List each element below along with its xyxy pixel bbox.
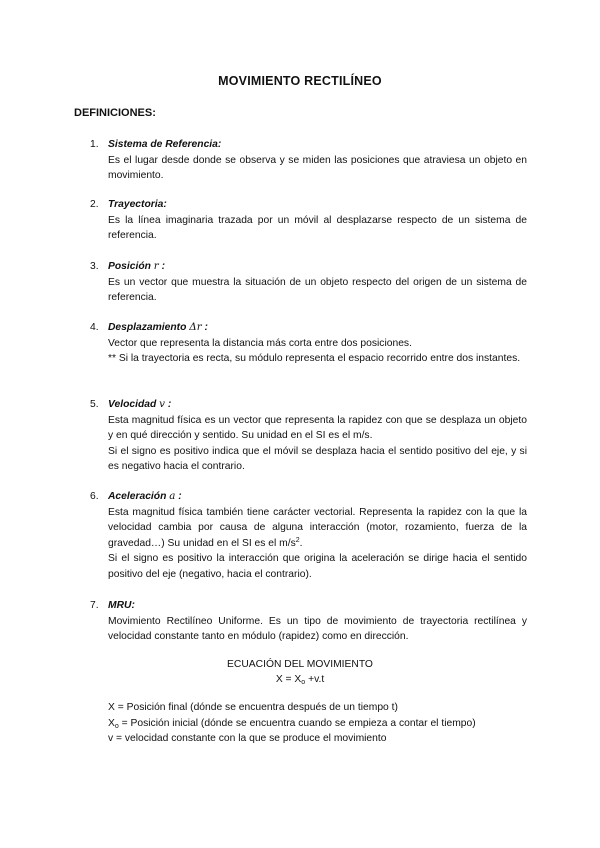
definition-item [90,320,527,367]
item-text: Vector que representa la distancia más corta entre dos posiciones. [108,337,412,349]
item-number: 6. [90,491,99,502]
definition-item [90,259,527,306]
item-number: 2. [90,199,99,210]
heading-colon: : [161,261,166,272]
section-heading: DEFINICIONES: [74,107,156,119]
item-number: 1. [90,139,99,150]
item-text-part: Esta magnitud física también tiene carácter vectorial. Representa la rapidez con la que la velocidad cambia por causa de alguna interacción (motor, rozamiento, fuerza de la gravedad…) Su unidad en el SI es el m/s [108,506,527,549]
item-text: Si el signo es positivo la interacción que origina la aceleración se dirige hacia el sentido positivo del eje (negativo, hacia el contrario). [108,553,527,580]
legend-x0-text: = Posición inicial (dónde se encuentra cuando se empieza a contar el tiempo) [118,717,476,729]
item-heading [108,259,527,275]
item-text-end: . [299,537,303,549]
legend-x0-subscript: o [114,722,119,730]
equation-subscript: o [301,679,306,686]
item-heading: Sistema de Referencia: [108,139,222,150]
definition-item [90,489,527,583]
item-text [108,505,527,552]
item-heading: MRU: [108,600,135,611]
unit-exponent: 2 [295,536,300,544]
item-text: Es un vector que muestra la situación de un objeto respecto del origen de un sistema de referencia. [108,276,527,304]
item-number: 4. [90,322,99,333]
definition-item [90,137,527,184]
item-number: 3. [90,261,99,272]
heading-text: Desplazamiento [108,322,187,333]
item-heading [108,397,527,413]
legend-x0 [108,716,538,732]
equation-rhs: +v.t [305,674,325,685]
equation-block [0,657,600,687]
heading-colon: : [178,491,182,502]
legend-x: X = Posición final (dónde se encuentra después de un tiempo t) [108,702,398,713]
position-vector-symbol: r [153,260,159,272]
item-number: 5. [90,399,99,410]
item-note: ** Si la trayectoria es recta, su módulo representa el espacio recorrido entre dos instantes. [108,353,521,365]
item-heading [108,320,527,336]
equation-label: ECUACIÓN DEL MOVIMIENTO [227,659,373,670]
legend-x0-symbol: X [108,717,115,729]
equation-legend [108,700,538,747]
acceleration-vector-symbol: a [169,490,176,502]
item-text: Es la línea imaginaria trazada por un móvil al desplazarse respecto de un sistema de referencia. [108,214,527,242]
item-text: Es el lugar desde donde se observa y se miden las posiciones que atraviesa un objeto en movimiento. [108,154,527,182]
heading-colon: : [167,399,172,410]
definition-item [90,397,527,475]
item-text: Si el signo es positivo indica que el móvil se desplaza hacia el sentido positivo del eje, y si es negativo hacia el contrario. [108,445,527,473]
heading-text: Velocidad [108,399,157,410]
velocity-vector-symbol: v [159,398,165,410]
definition-item [90,598,527,645]
item-number: 7. [90,600,99,611]
heading-colon: : [204,322,208,333]
displacement-vector-symbol: Δr [189,321,202,333]
heading-text: Posición [108,261,151,272]
equation-formula [0,672,600,687]
document-title: MOVIMIENTO RECTILÍNEO [218,74,382,88]
equation-lhs: X = X [275,674,302,685]
item-heading: Trayectoria: [108,199,167,210]
item-text: Esta magnitud física es un vector que representa la rapidez con que se desplaza un objeto y en qué dirección y sentido. Su unidad en el SI es el m/s. [108,414,527,442]
definition-item [90,197,527,244]
item-heading [108,489,527,505]
legend-v: v = velocidad constante con la que se produce el movimiento [108,733,387,744]
heading-text: Aceleración [108,491,167,502]
item-text: Movimiento Rectilíneo Uniforme. Es un tipo de movimiento de trayectoria rectilínea y velocidad constante tanto en módulo (rapidez) como en dirección. [108,615,527,643]
